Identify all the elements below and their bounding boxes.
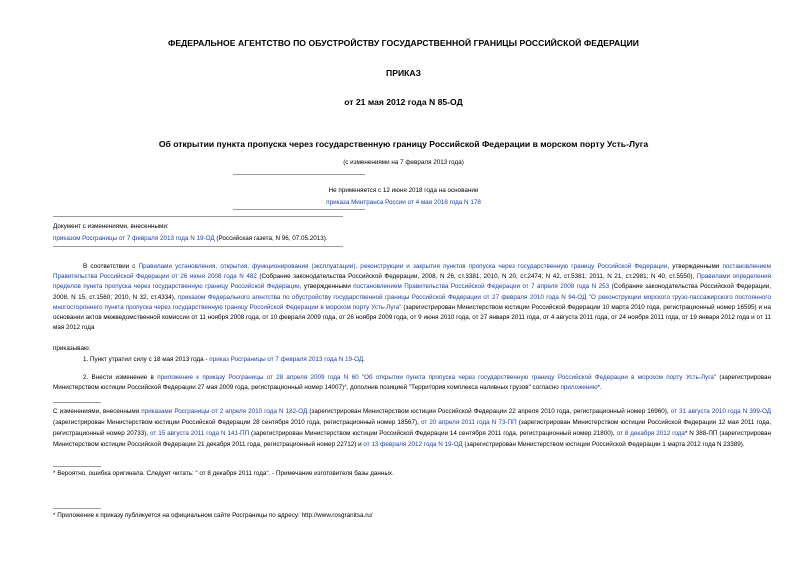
order-399-link[interactable]: от 31 августа 2010 года N 399-ОД xyxy=(670,408,771,415)
footnote-1 xyxy=(53,406,771,450)
footnote-divider xyxy=(53,508,101,509)
order-dec-link[interactable]: от 8 декабря 2012 года xyxy=(616,430,685,437)
text: С изменениями, внесенными xyxy=(53,408,142,415)
text: В соответствии с xyxy=(83,263,139,270)
order-94-link[interactable]: приказом Федерального агентства по обустройству государственной границы Российской Федерации от 27 февраля 2010 года N 94-ОД "О реконструкции морского грузо-пассажирского постоянного многостороннего пункта пропуска через государственную границу Российской Федерации в морском порту Усть-Луга" xyxy=(53,293,771,311)
footnote-divider xyxy=(53,402,101,403)
document-date-number: от 21 мая 2012 года N 85-ОД xyxy=(344,97,463,107)
text: (зарегистрирован Министерством юстиции Российской Федерации 14 сентября 2011 года, регистрационный номер 21800), xyxy=(249,430,617,437)
agency-name: ФЕДЕРАЛЬНОЕ АГЕНТСТВО ПО ОБУСТРОЙСТВУ ГОСУДАРСТВЕННОЙ ГРАНИЦЫ РОССИЙСКОЙ ФЕДЕРАЦИИ xyxy=(167,38,640,48)
text: (зарегистрирован Министерством юстиции Российской Федерации 28 сентября 2010 года, регистрационный номер 18567), xyxy=(53,419,421,426)
validity-note xyxy=(0,185,807,208)
preamble-paragraph xyxy=(53,262,771,333)
text: (зарегистрирован Министерством юстиции Российской Федерации 22 апреля 2010 года, регистрационный номер 16960), xyxy=(307,408,671,415)
footnote-2: * Вероятно, ошибка оригинала. Следует читать: " от 8 декабря 2011 года". - Примечание изготовителя базы данных. xyxy=(53,470,394,477)
amendments-note xyxy=(53,221,773,244)
order-19-link[interactable]: приказ Росграницы от 7 февраля 2013 года N 19-ОД xyxy=(209,356,364,363)
amendments-note-text: Документ с изменениями, внесенными: xyxy=(53,223,169,230)
order-182-link[interactable]: приказами Росграницы от 2 апреля 2010 года N 182-ОД xyxy=(141,408,308,415)
item-2 xyxy=(53,373,771,393)
text: 1. Пункт утратил силу с 18 мая 2013 года - xyxy=(83,356,210,363)
document-title: Об открытии пункта пропуска через государственную границу Российской Федерации в морском порту Усть-Луга xyxy=(158,139,649,149)
text: (зарегистрирован Министерством юстиции Российской Федерации 12 мая 2011 года, регистрационный номер 20733), xyxy=(53,419,771,437)
amendments-note-link[interactable]: приказом Росграницы от 7 февраля 2013 года N 19-ОД xyxy=(53,234,215,242)
validity-note-link[interactable]: приказа Минтранса России от 4 мая 2018 года N 178 xyxy=(326,198,481,206)
text: , утвержденными xyxy=(299,283,354,291)
divider xyxy=(233,209,365,210)
rules-link[interactable]: Правилами установления, открытия, функционирования (эксплуатации), реконструкции и закрытия пунктов пропуска через государственную границу Российской Федерации xyxy=(138,263,668,270)
divider xyxy=(53,216,343,217)
divider xyxy=(233,174,365,175)
text: (зарегистрирован Министерством юстиции Российской Федерации 27 мая 2009 года, регистрационный номер 14007) xyxy=(53,374,771,392)
order-73-link[interactable]: от 20 апреля 2011 года N 73-ПП xyxy=(420,419,517,426)
amendment-status: (с изменениями на 7 февраля 2013 года) xyxy=(343,159,464,166)
item-1 xyxy=(83,356,763,363)
text: , утвержденными xyxy=(667,263,723,270)
text: (зарегистрирован Министерством юстиции Российской Федерации 10 марта 2010 года, регистрационный номер 16595) и на основании актов межведомственной комиссии от 11 ноября 2008 года, от 10 февраля 2009 года, от 26 ноября 2009 года, от 9 июня 2010 года, от 27 января 2011 года, от 4 августа 2011 года, от 24 ноября 2011 года, от 19 января 2012 года и от 11 мая 2012 года xyxy=(53,303,771,332)
order-141-link[interactable]: от 15 августа 2011 года N 141-ПП xyxy=(150,430,250,437)
text: 2. Внести изменение в xyxy=(83,374,158,381)
text: (зарегистрирован Министерством юстиции Российской Федерации 1 марта 2012 года N 23389). xyxy=(462,441,745,448)
order-feb-link[interactable]: от 13 февраля 2012 года N 19-ОД xyxy=(363,441,463,448)
text: * N 388-ПП (зарегистрирован Министерством юстиции Российской Федерации 21 декабря 2011 года, регистрационный номер 22712) и xyxy=(53,430,772,448)
footnote-divider xyxy=(53,466,101,467)
limits-rules-link[interactable]: Правилами определения пределов пункта пропуска через государственную границу Российской Федерации xyxy=(53,273,771,291)
text: *. xyxy=(597,384,602,392)
text: (Собрание законодательства Российской Федерации, 2008, N 15, ст.1560; 2010, N 32, ст.4334), xyxy=(53,283,771,301)
document-type: ПРИКАЗ xyxy=(386,68,421,78)
resolution-482-link[interactable]: постановлением Правительства Российской Федерации от 26 июня 2008 года N 482 xyxy=(53,263,772,281)
divider xyxy=(53,246,343,247)
footnote-3: * Приложение к приказу публикуется на официальном сайте Росграницы по адресу: http://www.rosgranitsa.ru/ xyxy=(53,512,373,519)
appendix-link[interactable]: приложению xyxy=(560,384,598,392)
appendix-order-60-link[interactable]: приложение к приказу Росграницы от 28 апреля 2009 года N 60 "Об открытии пункта пропуска через государственную границу Российской Федерации в морском порту Усть-Луга" xyxy=(157,374,717,381)
text: (Собрание законодательства Российской Федерации, 2008, N 26, ст.3381; 2010, N 20, ст.2474; N 42, ст.5381; 2011, N 21, ст.2981; N 40, ст.5550), xyxy=(256,273,697,281)
resolution-253-link[interactable]: постановлением Правительства Российской Федерации от 7 апреля 2008 года N 253 xyxy=(353,283,610,291)
order-word: приказываю: xyxy=(53,345,91,352)
validity-note-text: Не применяется с 12 июня 2018 года на основании xyxy=(328,187,479,194)
amendments-note-source: (Российская газета, N 96, 07.05.2013). xyxy=(214,234,328,242)
text: , дополнив позицией "Территория комплекса наливных грузов" согласно xyxy=(346,384,561,392)
text: . xyxy=(363,356,365,363)
footnote-ref-link[interactable]: * xyxy=(344,384,347,392)
